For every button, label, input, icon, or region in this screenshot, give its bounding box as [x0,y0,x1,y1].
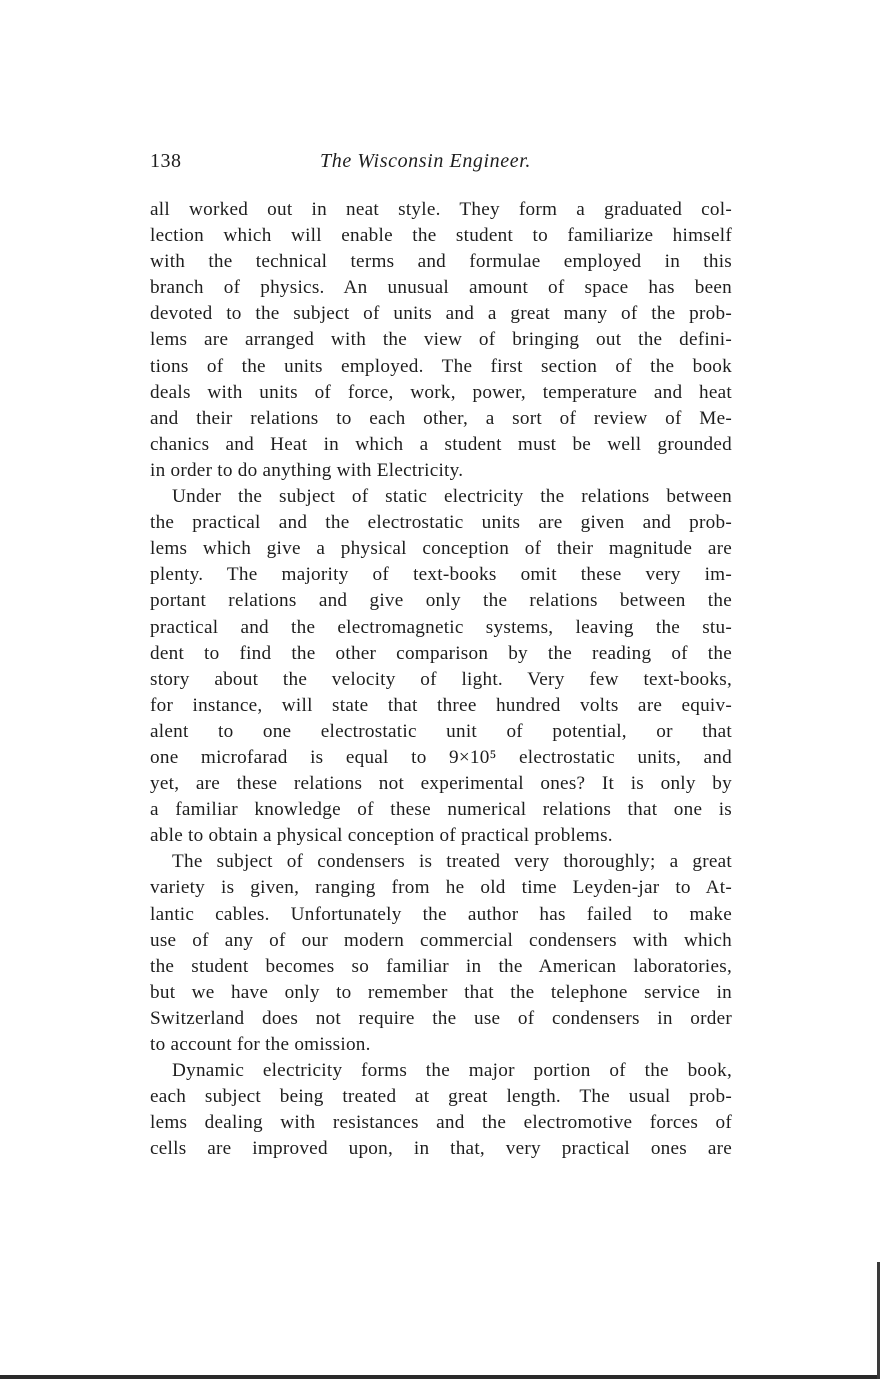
text-line: for instance, will state that three hundred volts are equiv- [150,694,732,716]
text-line: but we have only to remember that the telephone service in [150,981,732,1003]
page-header [150,150,560,180]
text-line: able to obtain a physical conception of practical problems. [150,825,613,847]
text-line: in order to do anything with Electricity. [150,459,464,481]
text-line: each subject being treated at great length. The usual prob- [150,1086,732,1108]
text-line: variety is given, ranging from he old time Leyden-jar to At- [150,877,732,899]
text-line: one microfarad is equal to 9×10⁵ electrostatic units, and [150,746,732,768]
text-line: The subject of condensers is treated very thoroughly; a great [172,851,732,873]
paragraph [150,197,732,484]
text-line: the practical and the electrostatic units are given and prob- [150,512,732,534]
running-head: The Wisconsin Engineer. [320,150,532,172]
page-number: 138 [150,150,182,172]
text-line: portant relations and give only the relations between the [150,590,732,612]
text-line: alent to one electrostatic unit of potential, or that [150,720,732,742]
text-line: with the technical terms and formulae employed in this [150,251,732,273]
text-line: use of any of our modern commercial condensers with which [150,929,732,951]
text-line: lems which give a physical conception of their magnitude are [150,538,732,560]
text-line: lection which will enable the student to familiarize himself [150,225,732,247]
text-line: and their relations to each other, a sort of review of Me- [150,407,732,429]
text-line: practical and the electromagnetic systems, leaving the stu- [150,616,732,638]
text-line: plenty. The majority of text-books omit these very im- [150,564,732,586]
paragraph [150,849,732,1058]
text-line: story about the velocity of light. Very few text-books, [150,668,732,690]
text-line: lems dealing with resistances and the electromotive forces of [150,1112,732,1134]
text-line: yet, are these relations not experimental ones? It is only by [150,773,732,795]
text-line: branch of physics. An unusual amount of space has been [150,277,732,299]
body-text [150,197,732,1162]
paragraph [150,484,732,849]
text-line: devoted to the subject of units and a great many of the prob- [150,303,732,325]
text-line: Switzerland does not require the use of condensers in order [150,1007,732,1029]
text-line: lems are arranged with the view of bringing out the defini- [150,329,732,351]
text-line: Under the subject of static electricity the relations between [172,486,732,508]
text-line: dent to find the other comparison by the reading of the [150,642,732,664]
text-line: deals with units of force, work, power, temperature and heat [150,381,732,403]
text-line: cells are improved upon, in that, very practical ones are [150,1138,732,1160]
text-line: a familiar knowledge of these numerical relations that one is [150,799,732,821]
text-line: all worked out in neat style. They form a graduated col- [150,199,732,220]
text-line: the student becomes so familiar in the American laboratories, [150,955,732,977]
text-line: tions of the units employed. The first section of the book [150,355,732,377]
paragraph [150,1058,732,1162]
text-line: Dynamic electricity forms the major portion of the book, [172,1060,732,1082]
text-line: chanics and Heat in which a student must be well grounded [150,433,732,455]
scan-edge-rule [0,1375,880,1379]
text-line: to account for the omission. [150,1034,371,1055]
text-line: lantic cables. Unfortunately the author has failed to make [150,903,732,925]
